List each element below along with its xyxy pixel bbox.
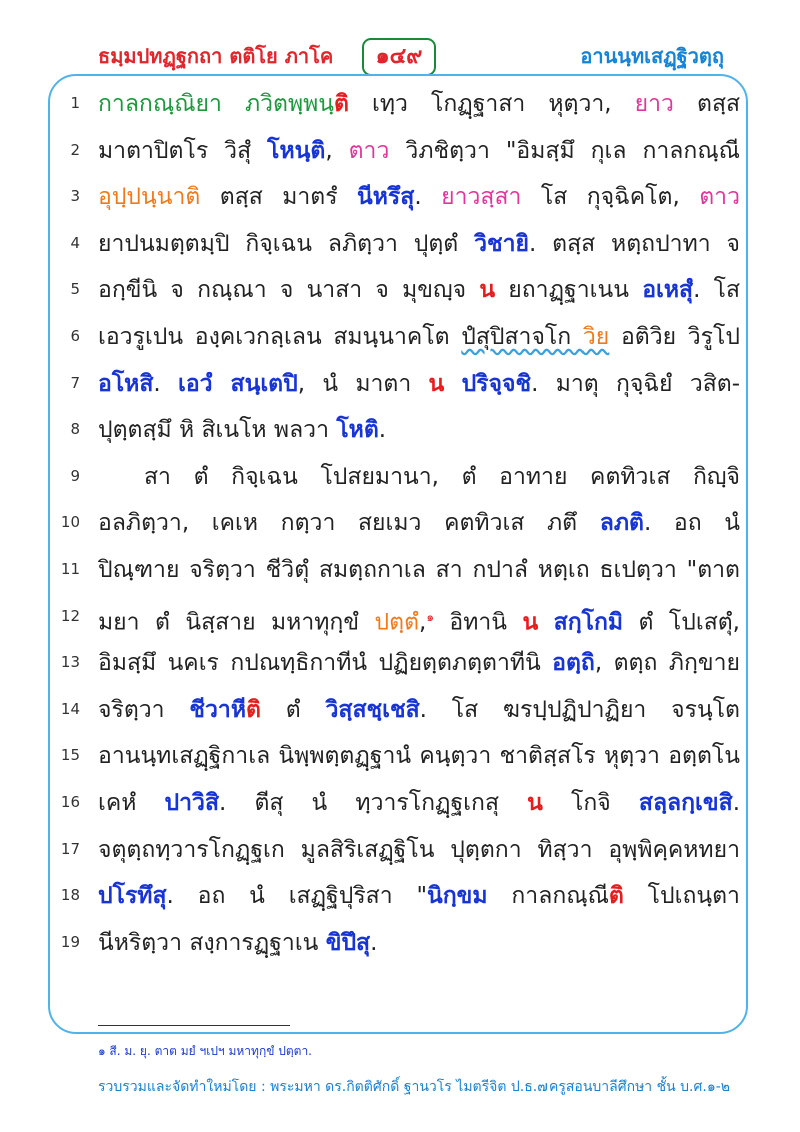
- text-line: [60, 129, 740, 175]
- highlighted-word: อุปฺปนฺนาติ: [98, 184, 201, 211]
- book-title: ธมฺมปทฏฺฐกถา ตติโย ภาโค: [98, 44, 334, 68]
- text-segment: . ตสฺส หตฺถปาทา จ: [529, 230, 740, 257]
- text-line: [60, 641, 740, 687]
- text-line: [60, 595, 740, 641]
- highlighted-word: โหติ: [336, 417, 379, 444]
- text-segment: เอวรูเปน องฺคเวกลฺเลน สมนฺนาคโต: [98, 324, 462, 350]
- highlighted-word: อตฺถิ: [552, 650, 595, 677]
- highlighted-word: เอวํ สนฺเตปิ: [177, 370, 298, 397]
- text-segment: อกฺขีนิ จ กณฺณา จ นาสา จ มุขญฺจ: [98, 277, 480, 304]
- highlighted-word: โหนฺติ: [267, 137, 326, 164]
- text-line: [60, 874, 740, 920]
- text-segment: กาลกณฺณี: [487, 883, 609, 910]
- page-number: ๑๔๙: [362, 38, 436, 76]
- highlighted-word: น: [522, 609, 539, 636]
- line-number: 6: [70, 327, 80, 345]
- line-text: [98, 781, 740, 825]
- text-line: [60, 781, 740, 827]
- text-segment: โปเถนฺตา: [623, 883, 740, 910]
- text-segment: มาตาปิตโร วิสุํ: [98, 137, 268, 164]
- text-segment: ตสฺส มาตรํ: [200, 184, 358, 211]
- text-line: [60, 548, 740, 594]
- text-segment: . โส: [693, 277, 740, 304]
- text-line: [60, 455, 740, 501]
- highlighted-word: ยาวสฺสา: [441, 184, 522, 211]
- text-line: [60, 362, 740, 408]
- line-text: [98, 315, 740, 359]
- highlighted-word: ตาว: [699, 184, 740, 211]
- highlighted-word: ติ: [246, 696, 261, 723]
- text-line: [60, 408, 740, 454]
- text-segment: [444, 371, 461, 397]
- line-text: [98, 362, 740, 406]
- highlighted-word: ลภติ: [599, 510, 644, 537]
- text-line: [60, 921, 740, 967]
- highlighted-word: สลฺลกฺเขสิ: [638, 790, 733, 816]
- text-line: [60, 222, 740, 268]
- highlighted-word: ติ: [608, 883, 624, 910]
- line-number: 4: [70, 233, 80, 252]
- line-text: [98, 455, 740, 499]
- line-number: 12: [60, 606, 80, 625]
- text-segment: นีหริตฺวา สงฺการฏฺฐาเน: [98, 929, 326, 956]
- footnote: ๑ สี. ม. ยุ. ตาต มยํ ฯเปฯ มหาทุกฺขํ ปตฺตา.: [98, 1044, 312, 1058]
- text-segment: อติวิย วิรูโป: [609, 324, 740, 350]
- line-number: 9: [70, 466, 80, 485]
- line-text: [98, 734, 740, 778]
- text-line: [60, 828, 740, 874]
- line-text: [98, 874, 740, 918]
- highlighted-word: ปตฺตํ: [374, 609, 420, 636]
- highlighted-word: วิชายิ: [474, 230, 530, 257]
- text-segment: .: [370, 929, 378, 956]
- line-number: 19: [60, 932, 80, 951]
- text-segment: สา ตํ กิจฺเฉน โปสยมานา, ตํ อาทาย คตทิวเส กิญฺจิ: [144, 463, 740, 490]
- text-segment: ตสฺส: [673, 91, 740, 117]
- line-number: 10: [60, 513, 80, 532]
- text-segment: โส กุจฺฉิคโต,: [521, 184, 700, 211]
- line-text: [98, 641, 740, 685]
- line-text: [98, 595, 740, 645]
- line-number: 18: [60, 886, 80, 905]
- line-number: 15: [60, 746, 80, 765]
- text-line: [60, 268, 740, 314]
- text-segment: ปุตฺตสฺมึ หิ สิเนโห พลวา: [98, 417, 337, 444]
- text-segment: . อถ นํ: [643, 510, 740, 537]
- highlighted-word: น: [428, 370, 445, 397]
- highlighted-word: ยาว: [634, 91, 674, 117]
- line-number: 16: [60, 793, 80, 811]
- page-footer: [98, 1076, 730, 1098]
- highlighted-word: ตาว: [348, 137, 390, 164]
- page-header: [0, 0, 800, 78]
- text-segment: .: [414, 184, 442, 211]
- text-segment: มยา ตํ นิสฺสาย มหาทุกฺขํ: [98, 609, 375, 636]
- line-number: 11: [60, 560, 80, 578]
- highlighted-word: วิสฺสชฺเชสิ: [325, 696, 420, 723]
- text-segment: อิมสฺมึ นคเร กปณทฺธิกาทีนํ ปฏิยตฺตภตฺตาทีนิ: [98, 650, 553, 677]
- highlighted-word: ขิปึสุ: [325, 929, 371, 956]
- line-number: 7: [70, 373, 80, 392]
- line-text: [98, 828, 740, 872]
- line-text: [98, 175, 740, 219]
- highlighted-word: นีหรึสุ: [357, 184, 415, 211]
- text-segment: . อถ นํ เสฏฺฐิปุริสา ": [166, 883, 428, 910]
- footnote-ref: ๑: [426, 609, 434, 624]
- highlighted-word: ปาวิสิ: [164, 790, 220, 816]
- text-segment: ตํ: [260, 696, 326, 723]
- text-segment: ยถาฏฺฐาเนน: [495, 277, 643, 304]
- text-segment: ยาปนมตฺตมฺปิ กิจฺเฉน ลภิตฺวา ปุตฺตํ: [98, 230, 475, 257]
- line-text: [98, 222, 740, 266]
- text-segment: , ตตฺถ ภิกฺขาย: [594, 650, 740, 677]
- text-segment: วิภชิตฺวา "อิมสฺมึ กุเล กาลกณฺณี: [389, 137, 740, 164]
- highlighted-word: น: [527, 790, 543, 816]
- text-line: [60, 688, 740, 734]
- text-segment: . โส ฆรปฺปฏิปาฏิยา จรนฺโต: [419, 696, 740, 723]
- line-text: [98, 688, 740, 732]
- highlighted-word: อเหสุํ: [642, 277, 694, 304]
- line-number: 8: [70, 420, 80, 439]
- text-line: [60, 175, 740, 221]
- line-text: [98, 548, 740, 592]
- footnote-divider: [98, 1025, 290, 1026]
- text-line: [60, 82, 740, 128]
- text-segment: อานนฺทเสฏฺฐิกาเล นิพฺพตฺตฏฺฐานํ คนฺตฺวา ชาติสฺสโร หุตฺวา อตฺตโน: [98, 743, 740, 770]
- text-segment: ตํ โปเสตุํ,: [623, 609, 740, 636]
- text-segment: จริตฺวา: [98, 696, 190, 723]
- text-segment: อลภิตฺวา, เคเห กตฺวา สยเมว คตทิวเส ภตึ: [98, 510, 600, 537]
- text-line: [60, 315, 740, 361]
- text-segment: . ตีสุ นํ ทฺวารโกฏฺฐเกสุ: [219, 790, 528, 816]
- text-line: [60, 501, 740, 547]
- text-segment: [538, 609, 553, 635]
- line-number: 3: [70, 187, 80, 206]
- text-segment: ,: [325, 137, 349, 164]
- line-number: 2: [70, 140, 80, 159]
- text-segment: .: [153, 370, 178, 397]
- chapter-title: อานนฺทเสฏฺฐิวตฺถุ: [580, 44, 724, 68]
- highlighted-word: ปโรทึสุ: [98, 883, 167, 910]
- highlighted-word: กาลกณฺณิยา ภวิตพฺพนฺ: [98, 91, 335, 117]
- text-segment: จตุตฺถทฺวารโกฏฺฐเก มูลสิริเสฏฺฐิโน ปุตฺตกา ทิสฺวา อุพฺพิคฺคหทยา: [98, 836, 740, 863]
- text-segment: ปิณฺฑาย จริตฺวา ชีวิตุํ สมตฺถกาเล สา กปาลํ หตฺเถ ธเปตฺวา "ตาต: [98, 557, 740, 583]
- highlighted-word: อโหสิ: [98, 370, 154, 397]
- footer-credit: รวบรวมและจัดทำใหม่โดย : พระมหา ดร.กิตติศักดิ์ ฐานวโร ไมตรีจิต ป.ธ.๗: [98, 1079, 548, 1095]
- highlighted-word: น: [479, 277, 496, 304]
- line-text: [98, 921, 740, 965]
- line-number: 13: [60, 653, 80, 672]
- line-text: [98, 268, 740, 312]
- highlighted-word: ปริจฺจชิ: [461, 370, 532, 397]
- text-segment: , นํ มาตา: [297, 370, 429, 397]
- line-text: [98, 82, 740, 126]
- text-segment: .: [732, 790, 740, 816]
- highlighted-word: นิกฺขม: [427, 883, 488, 910]
- highlighted-word: วิย: [582, 324, 610, 350]
- text-segment: . มาตุ กุจฺฉิยํ วสิต-: [531, 370, 740, 397]
- text-segment: ,: [419, 609, 427, 636]
- line-number: 17: [60, 839, 80, 858]
- line-text: [98, 129, 740, 173]
- line-number: 5: [70, 280, 80, 299]
- line-number: 14: [60, 699, 80, 718]
- text-segment: .: [378, 417, 387, 444]
- text-segment: โกจิ: [542, 790, 639, 816]
- line-text: [98, 501, 740, 545]
- footer-course: ครูสอนบาลีศึกษา ชั้น บ.ศ.๑-๒: [548, 1079, 730, 1095]
- text-segment: อิทานิ: [433, 609, 523, 636]
- text-segment: เคหํ: [98, 790, 165, 816]
- text-segment: เทฺว โกฏฺฐาสา หุตฺวา,: [348, 91, 635, 117]
- text-line: [60, 734, 740, 780]
- line-number: 1: [70, 94, 80, 112]
- highlighted-word: สกฺโกมิ: [553, 609, 624, 636]
- highlighted-word: ชีวาหี: [189, 696, 247, 723]
- line-text: [98, 408, 740, 452]
- highlighted-word: ปํสุปิสาจโก: [461, 324, 583, 350]
- highlighted-word: ติ: [334, 91, 349, 117]
